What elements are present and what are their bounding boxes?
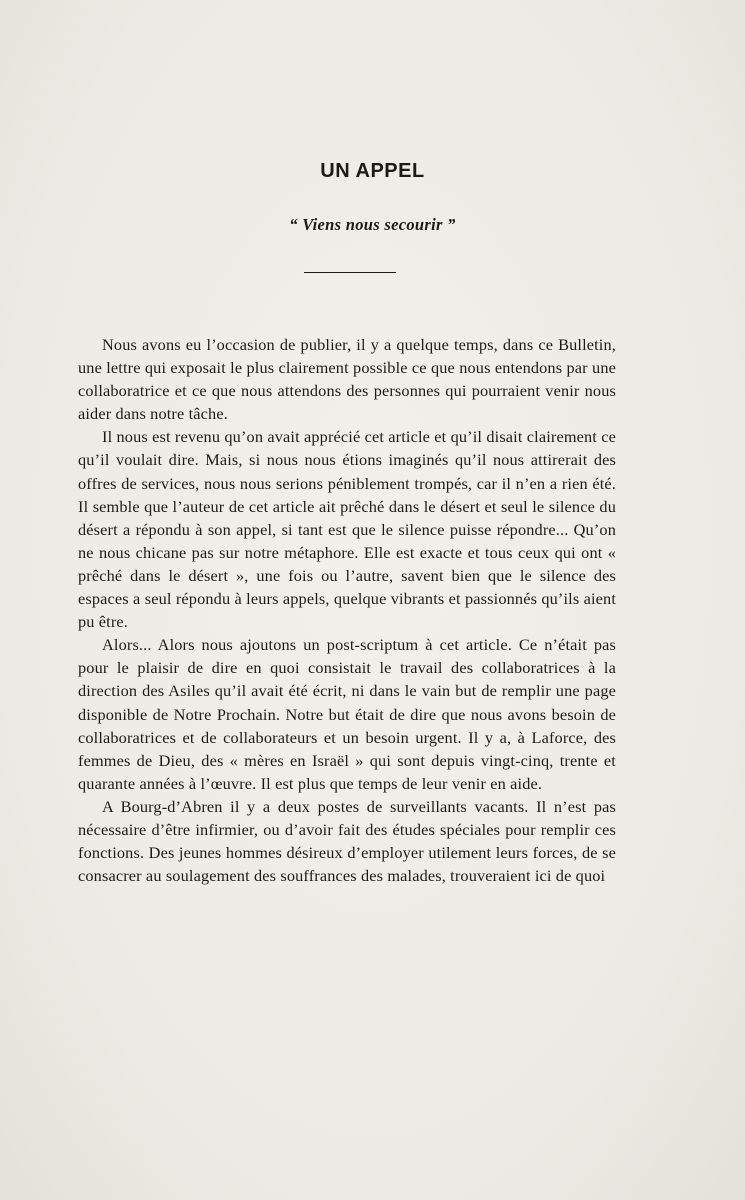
- paragraph-1: Nous avons eu l’occasion de publier, il y a quelque temps, dans ce Bulletin, une lettre qui exposait le plus clairement possible ce que nous entendons par une collaboratrice et ce que nous attendons des personnes qui pourraient venir nous aider dans notre tâche.: [78, 335, 616, 424]
- paragraph-2: Il nous est revenu qu’on avait apprécié cet article et qu’il disait clairement ce qu’il voulait dire. Mais, si nous nous étions imaginés qu’il nous attirerait des offres de services, nous nous serions péniblement trompés, car il n’en a rien été. Il semble que l’auteur de cet article ait prêché dans le désert et seul le silence du désert a répondu à son appel, si tant est que le silence puisse répondre... Qu’on ne nous chicane pas sur notre métaphore. Elle est exacte et tous ceux qui ont « prêché dans le désert », une fois ou l’autre, savent bien que le silence des espaces a seul répondu à leurs appels, quelque vibrants et passionnés qu’ils aient pu être.: [78, 427, 616, 632]
- article-title: UN APPEL: [320, 160, 425, 182]
- paragraph-3: Alors... Alors nous ajoutons un post-scriptum à cet article. Ce n’était pas pour le plaisir de dire en quoi consistait le travail des collaboratrices à la direction des Asiles qu’il avait été écrit, ni dans le vain but de remplir une page disponible de Notre Prochain. Notre but était de dire que nous avons besoin de collaboratrices et de collaborateurs et un besoin urgent. Il y a, à Laforce, des femmes de Dieu, des « mères en Israël » qui sont depuis vingt-cinq, trente et quarante années à l’œuvre. Il est plus que temps de leur venir en aide.: [78, 635, 616, 793]
- article-subtitle: “ Viens nous secourir ”: [289, 215, 456, 234]
- article-body: [78, 333, 616, 887]
- paragraph-4: A Bourg-d’Abren il y a deux postes de surveillants vacants. Il n’est pas nécessaire d’être infirmier, ou d’avoir fait des études spéciales pour remplir ces fonctions. Des jeunes hommes désireux d’employer utilement leurs forces, de se consacrer au soulagement des souffrances des malades, trouveraient ici de quoi: [78, 796, 616, 886]
- title-divider: [304, 272, 396, 273]
